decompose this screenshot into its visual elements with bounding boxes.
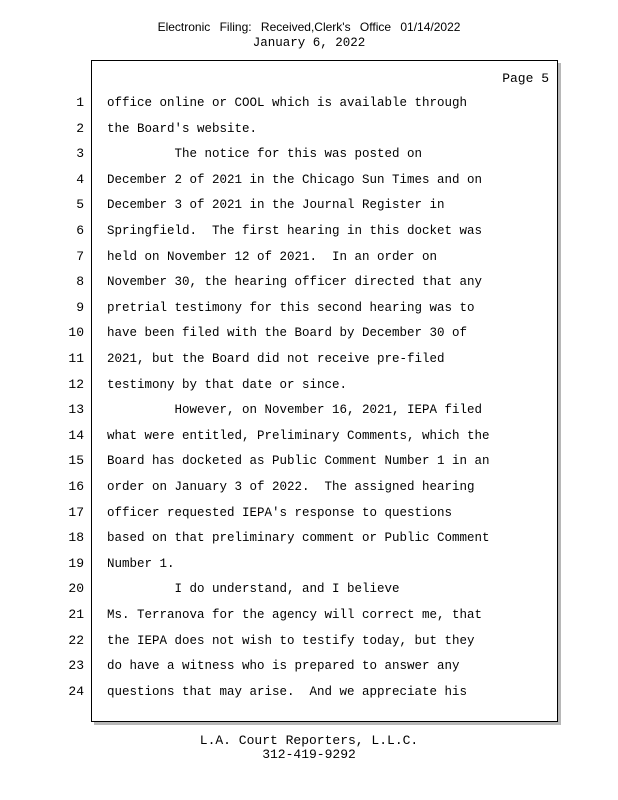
line-number: 14 bbox=[68, 427, 84, 443]
transcript-line: pretrial testimony for this second hearing was to bbox=[107, 300, 475, 315]
transcript-line: have been filed with the Board by December 30 of bbox=[107, 326, 468, 341]
transcript-line: 2021, but the Board did not receive pre-filed bbox=[107, 352, 445, 366]
transcript-line: The notice for this was posted on bbox=[107, 147, 423, 162]
line-number: 9 bbox=[76, 299, 84, 315]
transcript-line: based on that preliminary comment or Public Comment bbox=[107, 531, 490, 546]
line-number: 8 bbox=[76, 274, 84, 290]
transcript-line: do have a witness who is prepared to answer any bbox=[107, 659, 460, 674]
line-number: 5 bbox=[76, 197, 84, 213]
line-number: 21 bbox=[68, 607, 84, 622]
line-number: 15 bbox=[68, 453, 84, 469]
transcript-line: order on January 3 of 2022. The assigned hearing bbox=[107, 480, 475, 494]
line-number: 19 bbox=[68, 555, 84, 571]
transcript-line: November 30, the hearing officer directed that any bbox=[107, 275, 483, 290]
transcript-line: December 2 of 2021 in the Chicago Sun Times and on bbox=[107, 172, 483, 187]
line-number: 13 bbox=[68, 402, 84, 418]
transcript-line: office online or COOL which is available through bbox=[107, 96, 468, 110]
transcript-line: Ms. Terranova for the agency will correct me, that bbox=[107, 608, 483, 622]
line-number: 12 bbox=[68, 376, 84, 392]
transcript-line: However, on November 16, 2021, IEPA filed bbox=[107, 403, 483, 418]
line-number: 4 bbox=[76, 171, 84, 187]
page-number: Page 5 bbox=[502, 71, 549, 86]
transcript-line: I do understand, and I believe bbox=[107, 582, 400, 597]
line-number: 2 bbox=[76, 120, 84, 136]
reporter-company: L.A. Court Reporters, L.L.C. bbox=[199, 733, 419, 748]
transcript-line: questions that may arise. And we appreciate his bbox=[107, 684, 468, 699]
transcript-line: the Board's website. bbox=[107, 121, 258, 136]
transcript-line: Number 1. bbox=[107, 556, 175, 571]
transcript-line: Springfield. The first hearing in this docket was bbox=[107, 224, 483, 238]
line-number: 6 bbox=[76, 223, 84, 238]
transcript-line: the IEPA does not wish to testify today, but they bbox=[107, 633, 475, 648]
line-number: 20 bbox=[68, 581, 84, 597]
line-number: 1 bbox=[76, 95, 84, 110]
reporter-phone: 312-419-9292 bbox=[262, 747, 356, 762]
line-number: 18 bbox=[68, 530, 84, 546]
page-date: January 6, 2022 bbox=[252, 36, 366, 50]
transcript-line: Board has docketed as Public Comment Number 1 in an bbox=[107, 454, 490, 469]
line-number: 7 bbox=[76, 248, 84, 264]
transcript-line: what were entitled, Preliminary Comments, which the bbox=[107, 428, 490, 443]
line-number: 10 bbox=[68, 325, 84, 341]
transcript-line: officer requested IEPA's response to questions bbox=[107, 505, 453, 520]
line-number: 16 bbox=[68, 479, 84, 494]
transcript-line: held on November 12 of 2021. In an order on bbox=[107, 249, 438, 264]
line-number: 24 bbox=[68, 683, 84, 699]
filing-stamp: Electronic Filing: Received,Clerk's Office 01/14/2022 bbox=[157, 20, 461, 34]
line-number: 23 bbox=[68, 658, 84, 674]
transcript-line: December 3 of 2021 in the Journal Register in bbox=[107, 198, 445, 213]
line-number: 3 bbox=[76, 146, 84, 162]
transcript-line: testimony by that date or since. bbox=[107, 377, 348, 392]
line-number: 17 bbox=[68, 504, 84, 520]
line-number: 22 bbox=[68, 632, 84, 648]
line-number: 11 bbox=[68, 351, 84, 366]
